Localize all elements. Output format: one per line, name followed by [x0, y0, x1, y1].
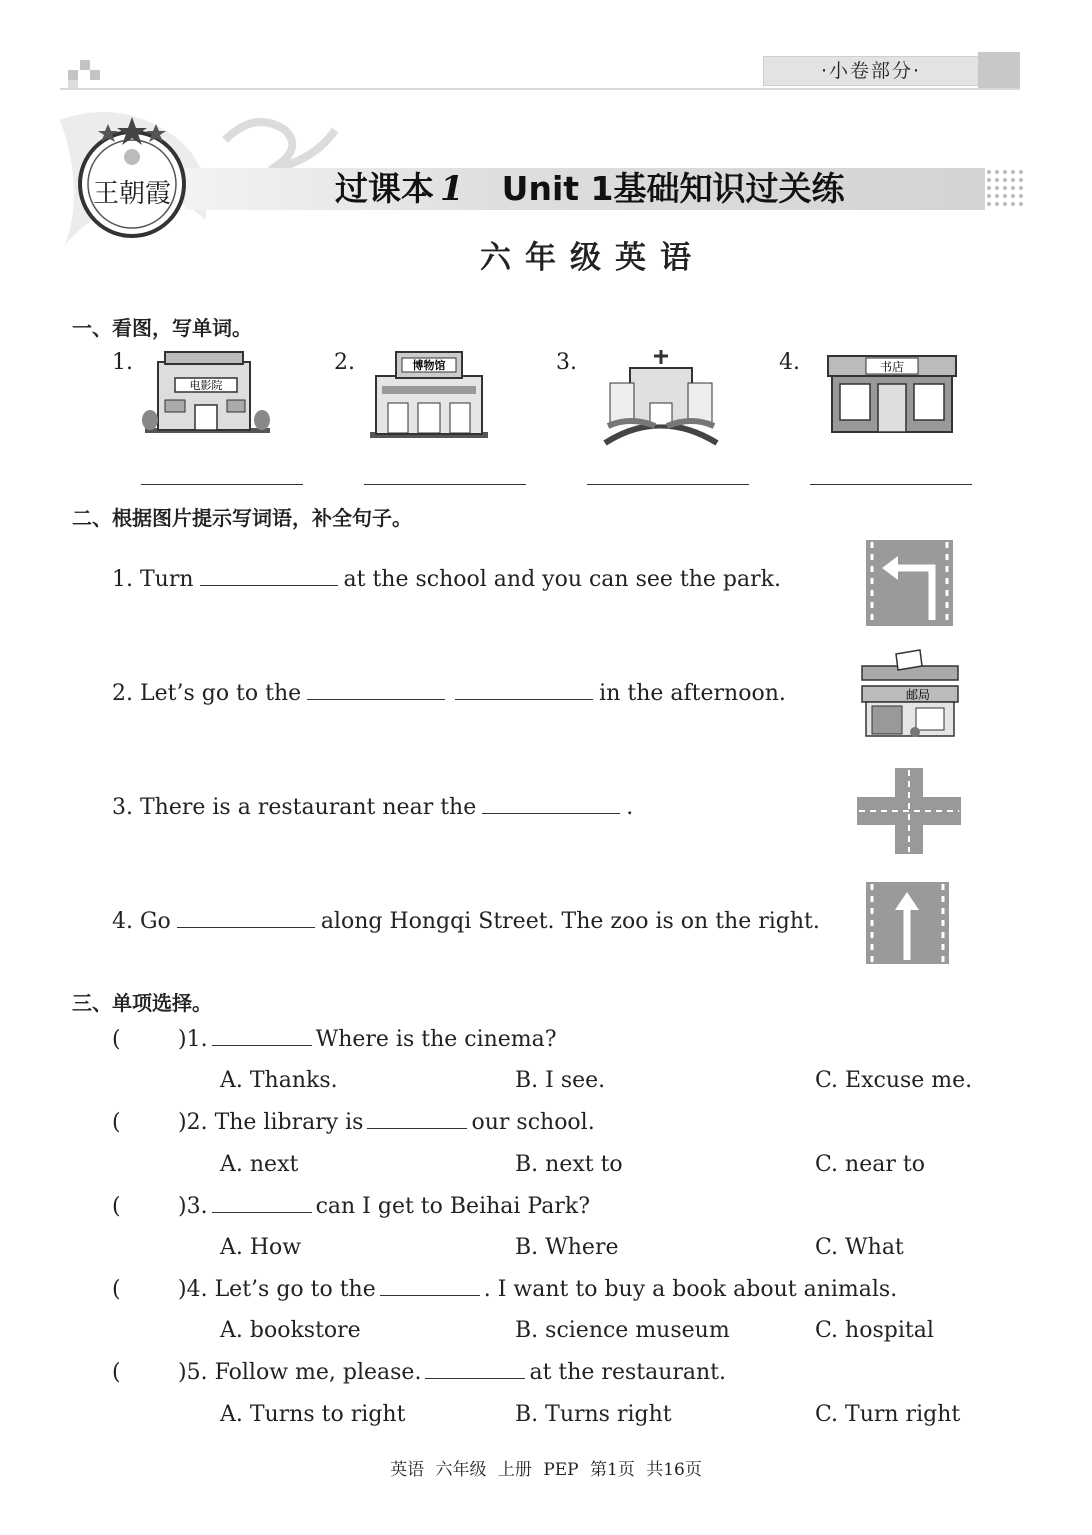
cinema-building-icon: [140, 350, 275, 435]
answer-blank[interactable]: [212, 1194, 312, 1213]
brand-logo: [75, 112, 190, 242]
page-subtitle: 六年级英语: [480, 240, 705, 276]
museum-building-icon: [368, 348, 490, 440]
option-c[interactable]: C. near to: [815, 1152, 925, 1177]
section-tag: ·小卷部分·: [763, 56, 979, 86]
go-straight-sign-icon: [866, 882, 949, 964]
answer-blank[interactable]: [307, 681, 445, 700]
answer-line-1[interactable]: [141, 484, 303, 485]
question-4: )4. Let’s go to the . I want to buy a book about animals.: [178, 1277, 898, 1302]
page-footer: 英语 六年级 上册 PEP 第1页 共16页: [390, 1460, 702, 1480]
answer-paren[interactable]: (: [112, 1027, 121, 1052]
question-5: )5. Follow me, please. at the restaurant.: [178, 1360, 727, 1385]
answer-blank[interactable]: [482, 795, 620, 814]
crossroads-icon: [857, 768, 961, 854]
answer-blank[interactable]: [425, 1360, 525, 1379]
option-a[interactable]: A. bookstore: [220, 1318, 361, 1343]
svg-text:邮局: 邮局: [905, 688, 931, 702]
option-c[interactable]: C. What: [815, 1235, 904, 1260]
answer-paren[interactable]: (: [112, 1277, 121, 1302]
svg-text:王朝霞: 王朝霞: [92, 179, 172, 209]
answer-blank[interactable]: [367, 1110, 467, 1129]
question-1: )1. Where is the cinema?: [178, 1027, 557, 1052]
option-a[interactable]: A. Turns to right: [220, 1402, 406, 1427]
answer-blank[interactable]: [200, 567, 338, 586]
bookstore-building-icon: [826, 350, 958, 436]
answer-paren[interactable]: (: [112, 1110, 121, 1135]
item-number: 1.: [112, 350, 133, 375]
corner-square: [68, 70, 78, 80]
option-a[interactable]: A. next: [220, 1152, 299, 1177]
option-b[interactable]: B. Turns right: [515, 1402, 672, 1427]
section2-heading: 二、根据图片提示写词语，补全句子。: [72, 506, 412, 530]
question-3: )3. can I get to Beihai Park?: [178, 1194, 590, 1219]
corner-square: [90, 70, 100, 80]
corner-square: [68, 80, 78, 88]
answer-blank[interactable]: [212, 1027, 312, 1046]
sentence-2: 2. Let’s go to the in the afternoon.: [112, 681, 786, 706]
answer-blank[interactable]: [455, 681, 593, 700]
svg-text:书店: 书店: [879, 360, 905, 374]
answer-blank[interactable]: [380, 1277, 480, 1296]
header-rule: [60, 88, 1020, 90]
answer-blank[interactable]: [177, 909, 315, 928]
item-number: 3.: [556, 350, 577, 375]
page-title: 过课本 1 Unit 1基础知识过关练: [335, 169, 845, 209]
option-a[interactable]: A. Thanks.: [220, 1068, 338, 1093]
item-number: 2.: [334, 350, 355, 375]
svg-text:电影院: 电影院: [189, 379, 223, 392]
corner-square: [80, 60, 90, 70]
answer-paren[interactable]: (: [112, 1360, 121, 1385]
answer-paren[interactable]: (: [112, 1194, 121, 1219]
post-office-icon: [860, 648, 960, 740]
option-c[interactable]: C. Turn right: [815, 1402, 961, 1427]
option-b[interactable]: B. I see.: [515, 1068, 606, 1093]
sentence-3: 3. There is a restaurant near the .: [112, 795, 634, 820]
hospital-building-icon: [600, 348, 722, 446]
option-a[interactable]: A. How: [220, 1235, 302, 1260]
option-c[interactable]: C. hospital: [815, 1318, 934, 1343]
answer-line-2[interactable]: [364, 484, 526, 485]
banner-dots: [985, 168, 1025, 210]
sentence-4: 4. Go along Hongqi Street. The zoo is on the right.: [112, 909, 820, 934]
answer-line-4[interactable]: [810, 484, 972, 485]
option-c[interactable]: C. Excuse me.: [815, 1068, 973, 1093]
question-2: )2. The library is our school.: [178, 1110, 595, 1135]
svg-text:博物馆: 博物馆: [412, 359, 446, 372]
turn-left-sign-icon: [866, 540, 953, 626]
section1-heading: 一、看图，写单词。: [72, 316, 252, 340]
answer-line-3[interactable]: [587, 484, 749, 485]
option-b[interactable]: B. Where: [515, 1235, 619, 1260]
option-b[interactable]: B. science museum: [515, 1318, 730, 1343]
item-number: 4.: [779, 350, 800, 375]
option-b[interactable]: B. next to: [515, 1152, 623, 1177]
section-tag-block: [978, 52, 1020, 88]
sentence-1: 1. Turn at the school and you can see the park.: [112, 567, 781, 592]
section3-heading: 三、单项选择。: [72, 991, 212, 1015]
